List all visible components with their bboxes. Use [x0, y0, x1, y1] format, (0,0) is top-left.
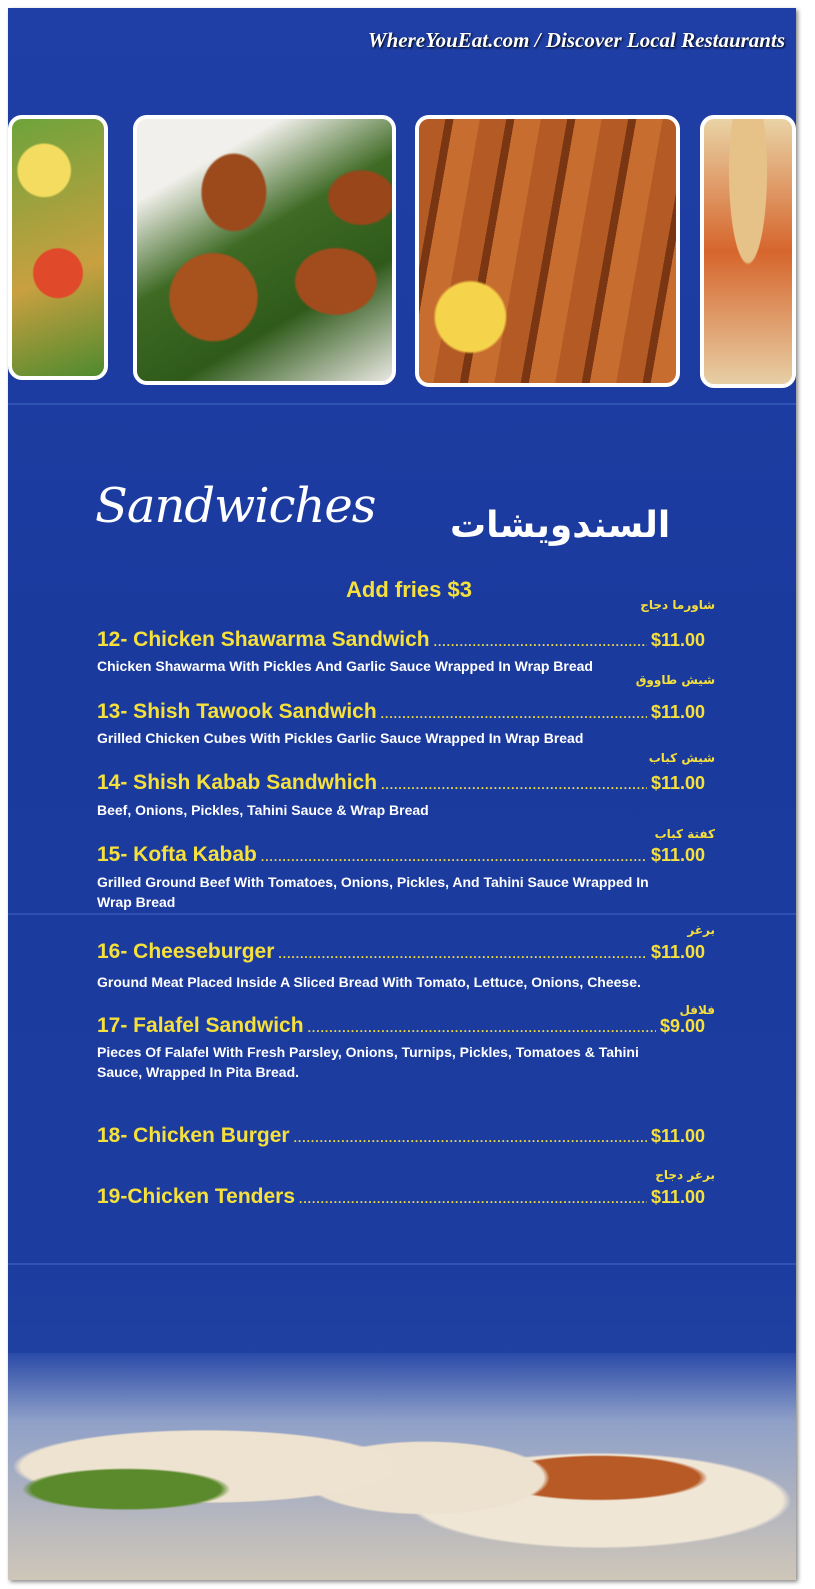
item-price: $11.00	[650, 1187, 705, 1207]
item-price: $11.00	[650, 942, 705, 962]
item-description: Ground Meat Placed Inside A Sliced Bread With Tomato, Lettuce, Onions, Cheese.	[97, 974, 641, 990]
salad-photo	[8, 115, 108, 380]
fold-line	[8, 403, 796, 405]
item-price: $11.00	[650, 773, 705, 793]
item-name: 16- Cheeseburger	[97, 940, 275, 963]
skewers-photo	[415, 115, 680, 387]
item-price: $11.00	[650, 630, 705, 650]
menu-item	[97, 843, 705, 867]
item-description: Chicken Shawarma With Pickles And Garlic Sauce Wrapped In Wrap Bread	[97, 658, 593, 674]
menu-item	[97, 771, 705, 795]
menu-item	[97, 1185, 705, 1209]
dot-leader	[294, 1131, 647, 1145]
dot-leader	[299, 1192, 647, 1206]
item-price: $11.00	[650, 702, 705, 722]
item-arabic-name: شيش طاووق	[635, 673, 715, 687]
fold-line	[8, 913, 796, 915]
item-name: 12- Chicken Shawarma Sandwich	[97, 628, 430, 651]
item-arabic-name: شيش كباب	[648, 751, 715, 765]
menu-item	[97, 1124, 705, 1148]
item-name: 18- Chicken Burger	[97, 1124, 290, 1147]
dot-leader	[381, 778, 647, 792]
item-name: 14- Shish Kabab Sandwhich	[97, 771, 378, 794]
add-fries-note: Add fries $3	[346, 577, 472, 602]
item-name: 17- Falafel Sandwich	[97, 1014, 304, 1037]
item-name: 19-Chicken Tenders	[97, 1185, 296, 1208]
item-description: Grilled Ground Beef With Tomatoes, Onions, Pickles, And Tahini Sauce Wrapped In Wrap Bread	[97, 874, 649, 910]
menu-item	[97, 1014, 705, 1038]
item-arabic-name: فلافل	[679, 1003, 715, 1017]
item-description: Beef, Onions, Pickles, Tahini Sauce & Wrap Bread	[97, 802, 429, 818]
watermark: WhereYouEat.com / Discover Local Restaurants	[367, 28, 785, 52]
item-description: Grilled Chicken Cubes With Pickles Garlic Sauce Wrapped In Wrap Bread	[97, 730, 584, 746]
item-arabic-name: برغر دجاج	[655, 1168, 715, 1182]
item-name: 13- Shish Tawook Sandwich	[97, 700, 377, 723]
item-price: $9.00	[659, 1016, 705, 1036]
dot-leader	[308, 1021, 656, 1035]
fold-line	[8, 1263, 796, 1265]
item-price: $11.00	[650, 845, 705, 865]
menu-item	[97, 940, 705, 964]
item-price: $11.00	[650, 1126, 705, 1146]
wrap-photo	[700, 115, 796, 388]
kibbeh-photo	[133, 115, 396, 385]
sandwiches-photo-strip	[8, 1353, 796, 1580]
dot-leader	[434, 635, 647, 649]
item-arabic-name: كفتة كباب	[654, 827, 715, 841]
dot-leader	[261, 850, 647, 864]
item-arabic-name: برغر	[687, 923, 715, 937]
dot-leader	[278, 947, 647, 961]
dot-leader	[381, 707, 647, 721]
item-name: 15- Kofta Kabab	[97, 843, 257, 866]
menu-item	[97, 700, 705, 724]
section-title-en: Sandwiches	[95, 478, 376, 534]
menu-item	[97, 628, 705, 652]
item-arabic-name: شاورما دجاج	[640, 598, 715, 612]
item-description: Pieces Of Falafel With Fresh Parsley, Onions, Turnips, Pickles, Tomatoes & Tahini Sauce, Wrapped In Pita Bread.	[97, 1044, 639, 1080]
section-title-ar: السندويشات	[450, 505, 671, 546]
